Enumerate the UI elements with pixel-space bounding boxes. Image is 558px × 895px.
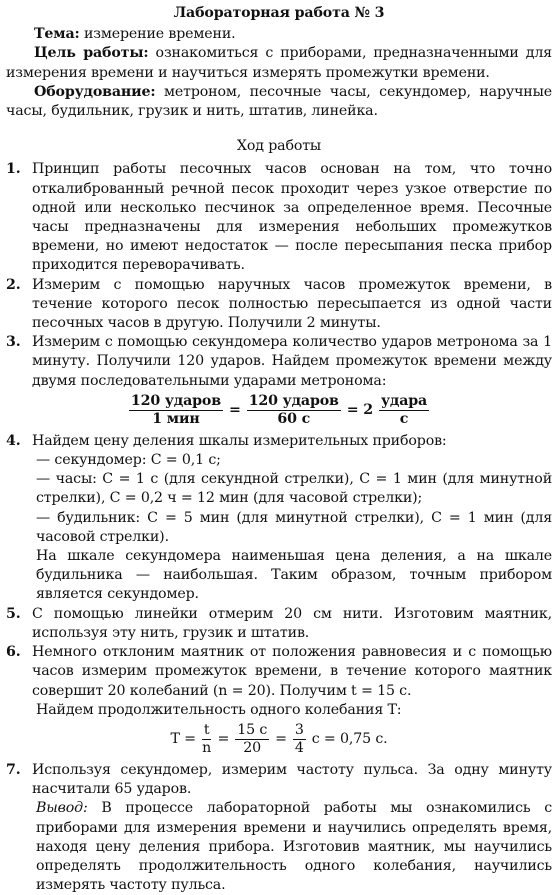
- numerator: 3: [294, 721, 304, 738]
- item-number: 1.: [6, 161, 21, 178]
- page-title: Лабораторная работа № 3: [173, 5, 385, 21]
- item-number: 7.: [6, 761, 21, 778]
- scale-secundomer: — секундомер: С = 0,1 с;: [36, 452, 221, 469]
- goal-text: ознакомиться с приборами, предназначенными для измерения времени и научиться измерять промежутки времени.: [6, 45, 552, 81]
- scale-alarm-clock: — будильник: С = 5 мин (для минутной стрелки), С = 1 мин (для часовой стрелки).: [36, 509, 552, 545]
- numerator: 120 ударов: [248, 392, 339, 409]
- topic-paragraph: [6, 25, 552, 44]
- denominator: 20: [243, 739, 262, 756]
- item-number: 5.: [6, 605, 21, 622]
- conclusion-label: Вывод:: [36, 800, 88, 817]
- equipment-text: метроном, песочные часы, секундомер, наручные часы, будильник, грузик и нить, штатив, линейка.: [6, 83, 552, 120]
- item-text: Измерим с помощью наручных часов промежуток времени, в течение которого песок полностью пересыпается из одной части песочных часов в другую. Получили 2 минуты.: [32, 276, 552, 332]
- item-text: Немного отклоним маятник от положения равновесия и с помощью часов измерим промежуток времени, в течение которого маятник совершит 20 колебаний (n = 20). Получим t = 15 с.: [32, 644, 552, 699]
- scale-watch: — часы: С = 1 с (для секундной стрелки), С = 1 мин (для минутной стрелки), С = 0,2 ч = 12 мин (для часовой стрелки);: [36, 471, 552, 507]
- item-text: Измерим с помощью секундомера количество ударов метронома за 1 минуту. Получили 120 ударов. Найдем промежуток времени между двумя последовательными ударами метронома:: [32, 334, 552, 389]
- list-item-5: [6, 605, 552, 643]
- conclusion-paragraph: [6, 799, 552, 895]
- formula-lhs: Т =: [170, 730, 196, 747]
- topic-label: Тема:: [34, 26, 80, 43]
- list-item-4: [6, 432, 552, 451]
- formula-result: с = 0,75 с.: [311, 730, 388, 747]
- denominator: 1 мин: [152, 410, 200, 427]
- fraction: [202, 722, 212, 757]
- list-item-3: [6, 333, 552, 391]
- numerator: t: [203, 721, 210, 738]
- equals-sign: =: [228, 401, 241, 418]
- fraction: [235, 722, 269, 757]
- equals-sign: =: [275, 730, 287, 747]
- goal-paragraph: [6, 44, 552, 82]
- metronome-formula: [6, 393, 552, 428]
- period-intro: Найдем продолжительность одного колебания Т:: [36, 701, 402, 718]
- item-text: Используя секундомер, измерим частоту пульса. За одну минуту насчитали 65 ударов.: [32, 761, 552, 798]
- item-text: Найдем цену деления шкалы измерительных приборов:: [32, 432, 447, 449]
- equipment-label: Оборудование:: [34, 83, 156, 100]
- numerator: 15 с: [237, 721, 268, 738]
- list-item-6: [6, 643, 552, 701]
- topic-text: измерение времени.: [79, 26, 236, 43]
- denominator: с: [399, 410, 409, 427]
- numerator: удара: [380, 392, 428, 409]
- fraction: [379, 393, 429, 428]
- section-title: Ход работы: [236, 138, 322, 155]
- denominator: 4: [294, 739, 304, 756]
- list-item-2: [6, 276, 552, 334]
- denominator: 60 с: [277, 410, 311, 427]
- item-number: 4.: [6, 432, 21, 449]
- denominator: n: [202, 739, 212, 756]
- conclusion-text: В процессе лабораторной работы мы ознакомились с приборами для измерения времени и научились определять время, находя цену деления прибора. Изготовив маятник, мы научились определять продолжительность одного колебания, научились измерять частоту пульса.: [36, 800, 552, 894]
- period-formula: [6, 722, 552, 757]
- fraction: [247, 393, 341, 428]
- numerator: 120 ударов: [130, 392, 221, 409]
- equipment-paragraph: [6, 83, 552, 121]
- item-text: Принцип работы песочных часов основан на том, что точно откалиброванный речной песок проходит через узкое отверстие по одной или несколько песчинок за определенное время. Песочные часы предназначены для измерения небольших промежутков времени, но имеют недостаток — после пересыпания песка прибор приходится переворачивать.: [32, 161, 552, 274]
- scale-conclusion: На шкале секундомера наименьшая цена деления, а на шкале будильника — наибольшая. Таким образом, точным прибором является секундомер.: [36, 548, 552, 603]
- list-item-7: [6, 761, 552, 799]
- fraction: [293, 722, 306, 757]
- item-number: 6.: [6, 644, 21, 661]
- item-number: 2.: [6, 276, 21, 293]
- item-text: С помощью линейки отмерим 20 см нити. Изготовим маятник, используя эту нить, грузик и штатив.: [32, 605, 552, 641]
- list-item-1: [6, 160, 552, 275]
- equals-sign: =: [217, 730, 230, 747]
- goal-label: Цель работы:: [34, 45, 149, 62]
- fraction: [129, 393, 223, 428]
- item-number: 3.: [6, 334, 21, 351]
- equals-value: = 2: [346, 401, 373, 418]
